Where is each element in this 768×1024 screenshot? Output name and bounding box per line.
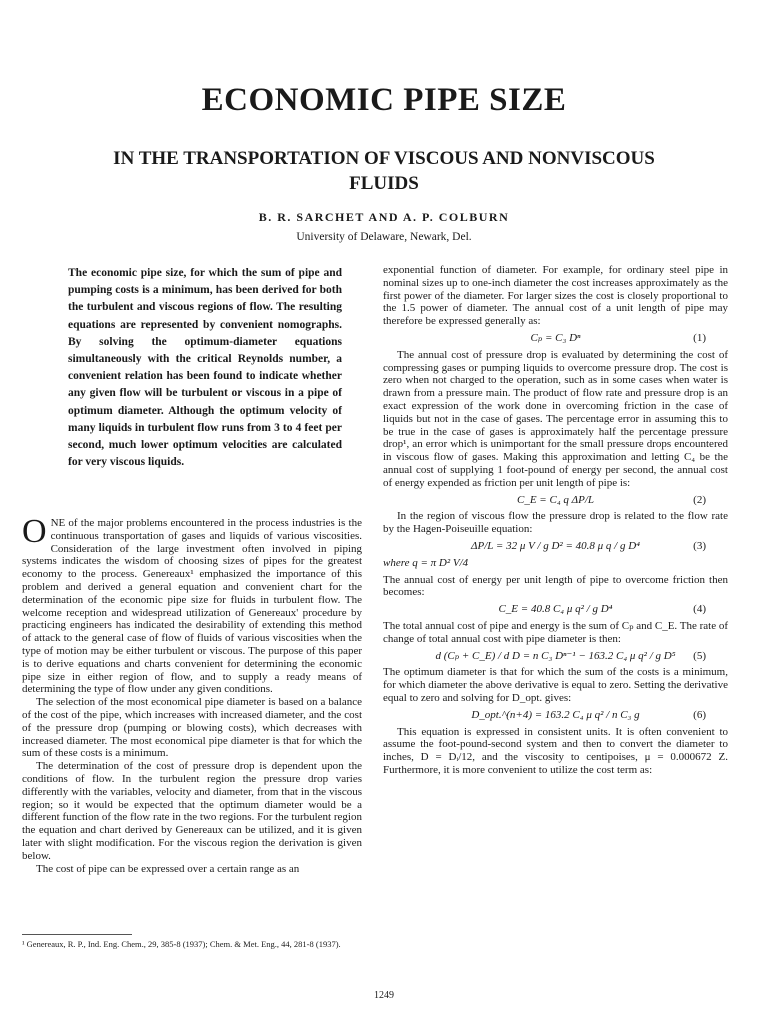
equation-3: [383, 540, 728, 553]
equation-text: d (Cₚ + C_E) / d D = n C₃ Dⁿ⁻¹ − 163.2 C₄ μ q² / g D⁵: [435, 649, 676, 662]
abstract: The economic pipe size, for which the sum of pipe and pumping costs is a minimum, has been derived for both the turbulent and viscous regions of flow. The resulting equations are represented by convenient nomographs. By solving the optimum-diameter equations simultaneously with the critical Reynolds number, a convenient relation has been found to indicate whether any given flow will be turbulent or viscous in a pipe of optimum diameter. Although the optimum velocity of many liquids in turbulent flow runs from 3 to 4 feet per second, much lower optimum velocities are calculated for very viscous liquids.: [68, 267, 342, 469]
paper-subtitle: IN THE TRANSPORTATION OF VISCOUS AND NONVISCOUS FLUIDS: [113, 148, 655, 194]
equation-text: Cₚ = C₃ Dⁿ: [530, 331, 581, 344]
equation-number: (4): [693, 603, 706, 616]
paragraph: In the region of viscous flow the pressure drop is related to the flow rate by the Hagen-Poiseuille equation:: [383, 510, 728, 536]
right-column: [383, 264, 728, 777]
equation-text: ΔP/L = 32 μ V / g D² = 40.8 μ q / g D⁴: [471, 539, 640, 552]
equation-number: (6): [693, 708, 706, 721]
page-number: 1249: [374, 990, 394, 1001]
paragraph: This equation is expressed in consistent units. It is often convenient to assume the foot-pound-second system and then to convert the diameter to inches, D = Dᵢ/12, and the viscosity to centipoises, μ = 0.000672 Z. Furthermore, it is more convenient to utilize the cost term as:: [383, 725, 728, 776]
paper-title: ECONOMIC PIPE SIZE: [201, 82, 567, 118]
equation-number: (2): [693, 493, 706, 506]
equation-1: [383, 332, 728, 345]
equation-4: [383, 603, 728, 616]
paragraph: The annual cost of energy per unit length of pipe to overcome friction then becomes:: [383, 573, 728, 599]
equation-text: D_opt.^(n+4) = 163.2 C₄ μ q² / n C₃ g: [471, 708, 640, 721]
intro-paragraph: [22, 513, 362, 696]
equation-text: C_E = 40.8 C₄ μ q² / g D⁴: [498, 603, 613, 616]
affiliation: University of Delaware, Newark, Del.: [296, 231, 472, 243]
equation-5: [383, 650, 728, 663]
intro-text: NE of the major problems encountered in the process industries is the continuous transportation of gases and liquids of various viscosities. Consideration of the large investment often involved in piping systems indicates the wisdom of choosing sizes of pipes for the greatest economy to the process. Genereaux¹ emphasized the importance of this problem and derived a general equation and convenient chart for the determination of the economic pipe size for fluids in turbulent flow. The welcome reception and widespread utilization of Genereaux' procedure by practicing engineers has indicated the desirability of extending this method of attack to the general case of flow of fluids of various viscosities when the type of motion may be either turbulent or viscous. The purpose of this paper is to derive equations and charts convenient for determining the economic pipe size in either region of flow, and to supply a ready means of determining the type of flow under any given conditions.: [22, 517, 362, 696]
paragraph: The determination of the cost of pressure drop is dependent upon the conditions of flow. In the turbulent region the pressure drop varies differently with the variables, velocity and diameter, from that in the viscous region; so it would be expected that the optimum diameter would be a different function of the flow rate in the two regions. For the turbulent region the equation and chart derived by Genereaux can be utilized, and it is given later with slight modification. For the viscous region the derivation is given below.: [22, 760, 362, 862]
equation-number: (5): [693, 649, 706, 662]
paragraph: The optimum diameter is that for which the sum of the costs is a minimum, for which diameter the above derivative is equal to zero. Setting the derivative equal to zero and solving for D_opt. gives:: [383, 666, 728, 704]
equation-number: (1): [693, 331, 706, 344]
footnote: ¹ Genereaux, R. P., Ind. Eng. Chem., 29, 385-8 (1937); Chem. & Met. Eng., 44, 281-8 (1937).: [22, 939, 341, 949]
paragraph: The selection of the most economical pipe diameter is based on a balance of the cost of the pipe, which increases with increased diameter, and the cost of the pressure drop (pumping or blowing costs), which decreases with increased diameter. The most economical pipe diameter is that for which the sum of these costs is a minimum.: [22, 696, 362, 760]
equation-2: [383, 494, 728, 507]
left-column: [22, 513, 362, 875]
authors: B. R. SARCHET AND A. P. COLBURN: [258, 210, 510, 224]
paragraph: The total annual cost of pipe and energy is the sum of Cₚ and C_E. The rate of change of total annual cost with pipe diameter is then:: [383, 619, 728, 645]
paragraph: exponential function of diameter. For example, for ordinary steel pipe in nominal sizes up to one-inch diameter the cost increases approximately as the first power of the diameter. For larger sizes the cost is closely proportional to the 1.5 power of diameter. The annual cost of a unit length of pipe may therefore be expressed generally as:: [383, 264, 728, 328]
drop-cap: O: [22, 513, 47, 550]
paragraph: The cost of pipe can be expressed over a certain range as an: [36, 862, 300, 875]
equation-6: [383, 709, 728, 722]
equation-where: where q = π D² V/4: [383, 556, 469, 569]
equation-text: C_E = C₄ q ΔP/L: [517, 493, 594, 506]
paragraph: The annual cost of pressure drop is evaluated by determining the cost of compressing gases or pumping liquids to overcome pressure drop. The cost is zero when not charged to the operation, such as in some cases when water is drawn from a pressure main. The product of flow rate and pressure drop is an exact expression of the work done in overcoming friction in the case of liquids but not in the case of gases. The percentage error in assuming this to be true in the case of gases is approximately half the percentage pressure drop¹, an error which is unimportant for the small pressure drops encountered in viscous flow of gases. Making this approximation and letting C₄ be the annual cost of supplying 1 foot-pound of energy per second, the annual cost of energy expended as friction per unit length of pipe is:: [383, 348, 728, 489]
equation-number: (3): [693, 539, 706, 552]
footnote-rule: [22, 934, 132, 935]
